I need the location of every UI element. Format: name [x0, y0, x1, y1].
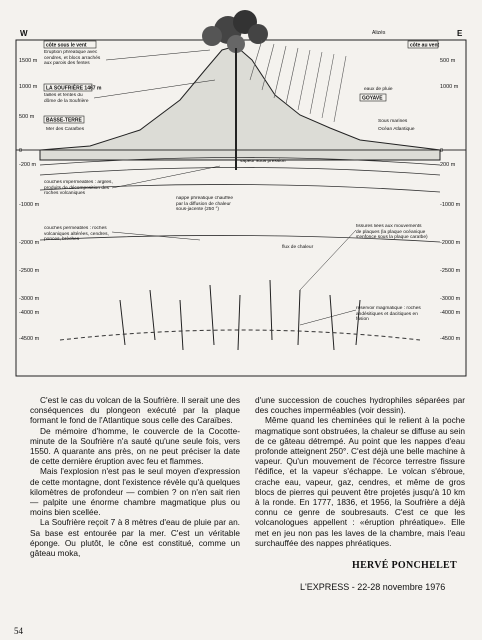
right-scale-tick: -1000 m: [440, 202, 461, 208]
west-label: W: [20, 29, 28, 38]
magma-reservoir: [120, 280, 360, 350]
couches-imper-label: couches imperméables : argiles, produits de décomposition des roches volcaniques: [44, 180, 113, 196]
goyave-label: GOYAVE: [362, 95, 383, 102]
basse-terre-label: BASSE-TERRE: [46, 117, 82, 124]
right-depth-scale: [440, 58, 461, 342]
failles-label-box: [44, 93, 94, 113]
right-scale-tick: 0: [440, 148, 444, 154]
right-scale-tick: 500 m: [440, 58, 456, 64]
reservoir-outline: [60, 330, 420, 340]
source-citation: L'EXPRESS - 22-28 novembre 1976: [300, 582, 446, 592]
ocean-label: Océan Atlantique: [378, 127, 415, 132]
sous-marines-label: Sous marines: [378, 119, 408, 124]
fissures-label: fissures liées aux mouvements de plaques (la plaque océanique s'enfonce sous la plaque caraïbe): [356, 224, 428, 240]
flux-label: flux de chaleur: [282, 245, 314, 250]
right-scale-tick: 200 m: [440, 162, 456, 168]
article-paragraph: d'une succession de couches hydrophiles séparées par des couches imperméables (voir dessin).: [255, 395, 465, 416]
alizes-label: Alizés: [372, 30, 386, 36]
right-scale-tick: -2000 m: [440, 240, 461, 246]
left-scale-tick: -200 m: [19, 162, 37, 168]
right-scale-tick: -4500 m: [440, 336, 461, 342]
nappe-label: nappe phréatique chauffée par la diffusion de chaleur sous-jacente (250 °): [176, 196, 233, 212]
cote-au-vent-label: côte au vent: [410, 42, 440, 49]
vapeur-label: vapeur sous pression: [240, 159, 286, 164]
mer-caraibes-label: Mer des Caraïbes: [46, 127, 85, 132]
article-paragraph: Mais l'explosion n'est pas le seul moyen d'expression de cette montagne, dont l'existence révèle qu'à quelques kilomètres de profondeur — combien ? on n'en sait rien — palpite une énorme chambre magmatique plus ou moins bien scellée.: [30, 466, 240, 518]
article-left-column: [30, 395, 240, 558]
page-number: 54: [14, 626, 23, 636]
left-scale-tick: 1500 m: [19, 58, 38, 64]
eaux-pluie-label: eaux de pluie: [364, 87, 393, 92]
left-scale-tick: 500 m: [19, 114, 35, 120]
left-scale-tick: 0: [19, 148, 23, 154]
reservoir-box: [356, 306, 428, 330]
nappe-box: [176, 196, 236, 226]
article-paragraph: De mémoire d'homme, le couvercle de la Cocotte-minute de la Soufrière n'a sauté qu'une seule fois, vers 1550. A quarante ans près, on ne peut préciser la date de cette dernière éruption avec feu et flammes.: [30, 425, 240, 467]
author-signature: HERVÉ PONCHELET: [352, 560, 457, 571]
left-scale-tick: -4000 m: [19, 310, 40, 316]
reservoir-label: réservoir magmatique : roches andésitiques et dacitiques en fusion: [356, 306, 421, 322]
cote-sous-le-vent-label: côte sous le vent: [46, 42, 87, 49]
right-scale-tick: 1000 m: [440, 84, 459, 90]
eruption-cloud: [202, 10, 268, 53]
left-scale-tick: -2000 m: [19, 240, 40, 246]
left-scale-tick: -1000 m: [19, 202, 40, 208]
soufriere-label: LA SOUFRIÈRE 1467 m: [46, 85, 102, 92]
couches-imper-box: [44, 180, 114, 210]
article-paragraph: C'est le cas du volcan de la Soufrière. Il serait une des conséquences du plongeon exécuté par la plaque formant le fond de l'Atlantique sous celle des Caraïbes.: [30, 395, 240, 426]
left-depth-scale: [19, 58, 40, 342]
couches-perme-label: couches perméables : roches volcaniques altérées, cendres, ponces, brèches: [44, 226, 109, 242]
article-paragraph: Même quand les cheminées qui le relient à la poche magmatique sont obstruées, la chaleur se diffuse au sein de ce gâteau détrempé. Au point que les nappes d'eau profonde atteignent 250°. C'est déjà une belle machine à vapeur. Qu'un mouvement de l'écorce terrestre fissure l'édifice, et la vapeur s'échappe. Le volcan s'ébroue, crache eau, vapeur, gaz, cendres, et même de gros blocs de pierres qui peuvent être projetés jusqu'à 10 km à la ronde. En 1777, 1836, et 1956, la Soufrière a déjà connu ce genre de soubresauts. C'est ce que les volcanologues appellent : «éruption phréatique». Elle met en jeu non pas les laves de la chambre, mais l'eau surchauffée des nappes phréatiques.: [255, 415, 465, 548]
article-right-column: [255, 395, 465, 548]
left-scale-tick: -4500 m: [19, 336, 40, 342]
article-paragraph: La Soufrière reçoit 7 à 8 mètres d'eau de pluie par an. Sa base est entourée par la mer. C'est un véritable éponge. Ou plutôt, le cône est constitué, comme un gâteau moka,: [30, 517, 240, 559]
east-label: E: [457, 29, 463, 38]
eruption-label-box: [44, 50, 106, 82]
couches-perme-box: [44, 226, 114, 256]
fissures-box: [356, 224, 428, 260]
left-scale-tick: -3000 m: [19, 296, 40, 302]
eruption-label: Éruption phréatique avec cendres, et blocs arrachés aux parois des fentes: [44, 50, 101, 66]
right-scale-tick: -2500 m: [440, 268, 461, 274]
failles-label: failles et fentes du dôme de la Soufrière: [44, 93, 89, 104]
right-scale-tick: -3000 m: [440, 296, 461, 302]
left-scale-tick: 1000 m: [19, 84, 38, 90]
right-scale-tick: -4000 m: [440, 310, 461, 316]
left-scale-tick: -2500 m: [19, 268, 40, 274]
